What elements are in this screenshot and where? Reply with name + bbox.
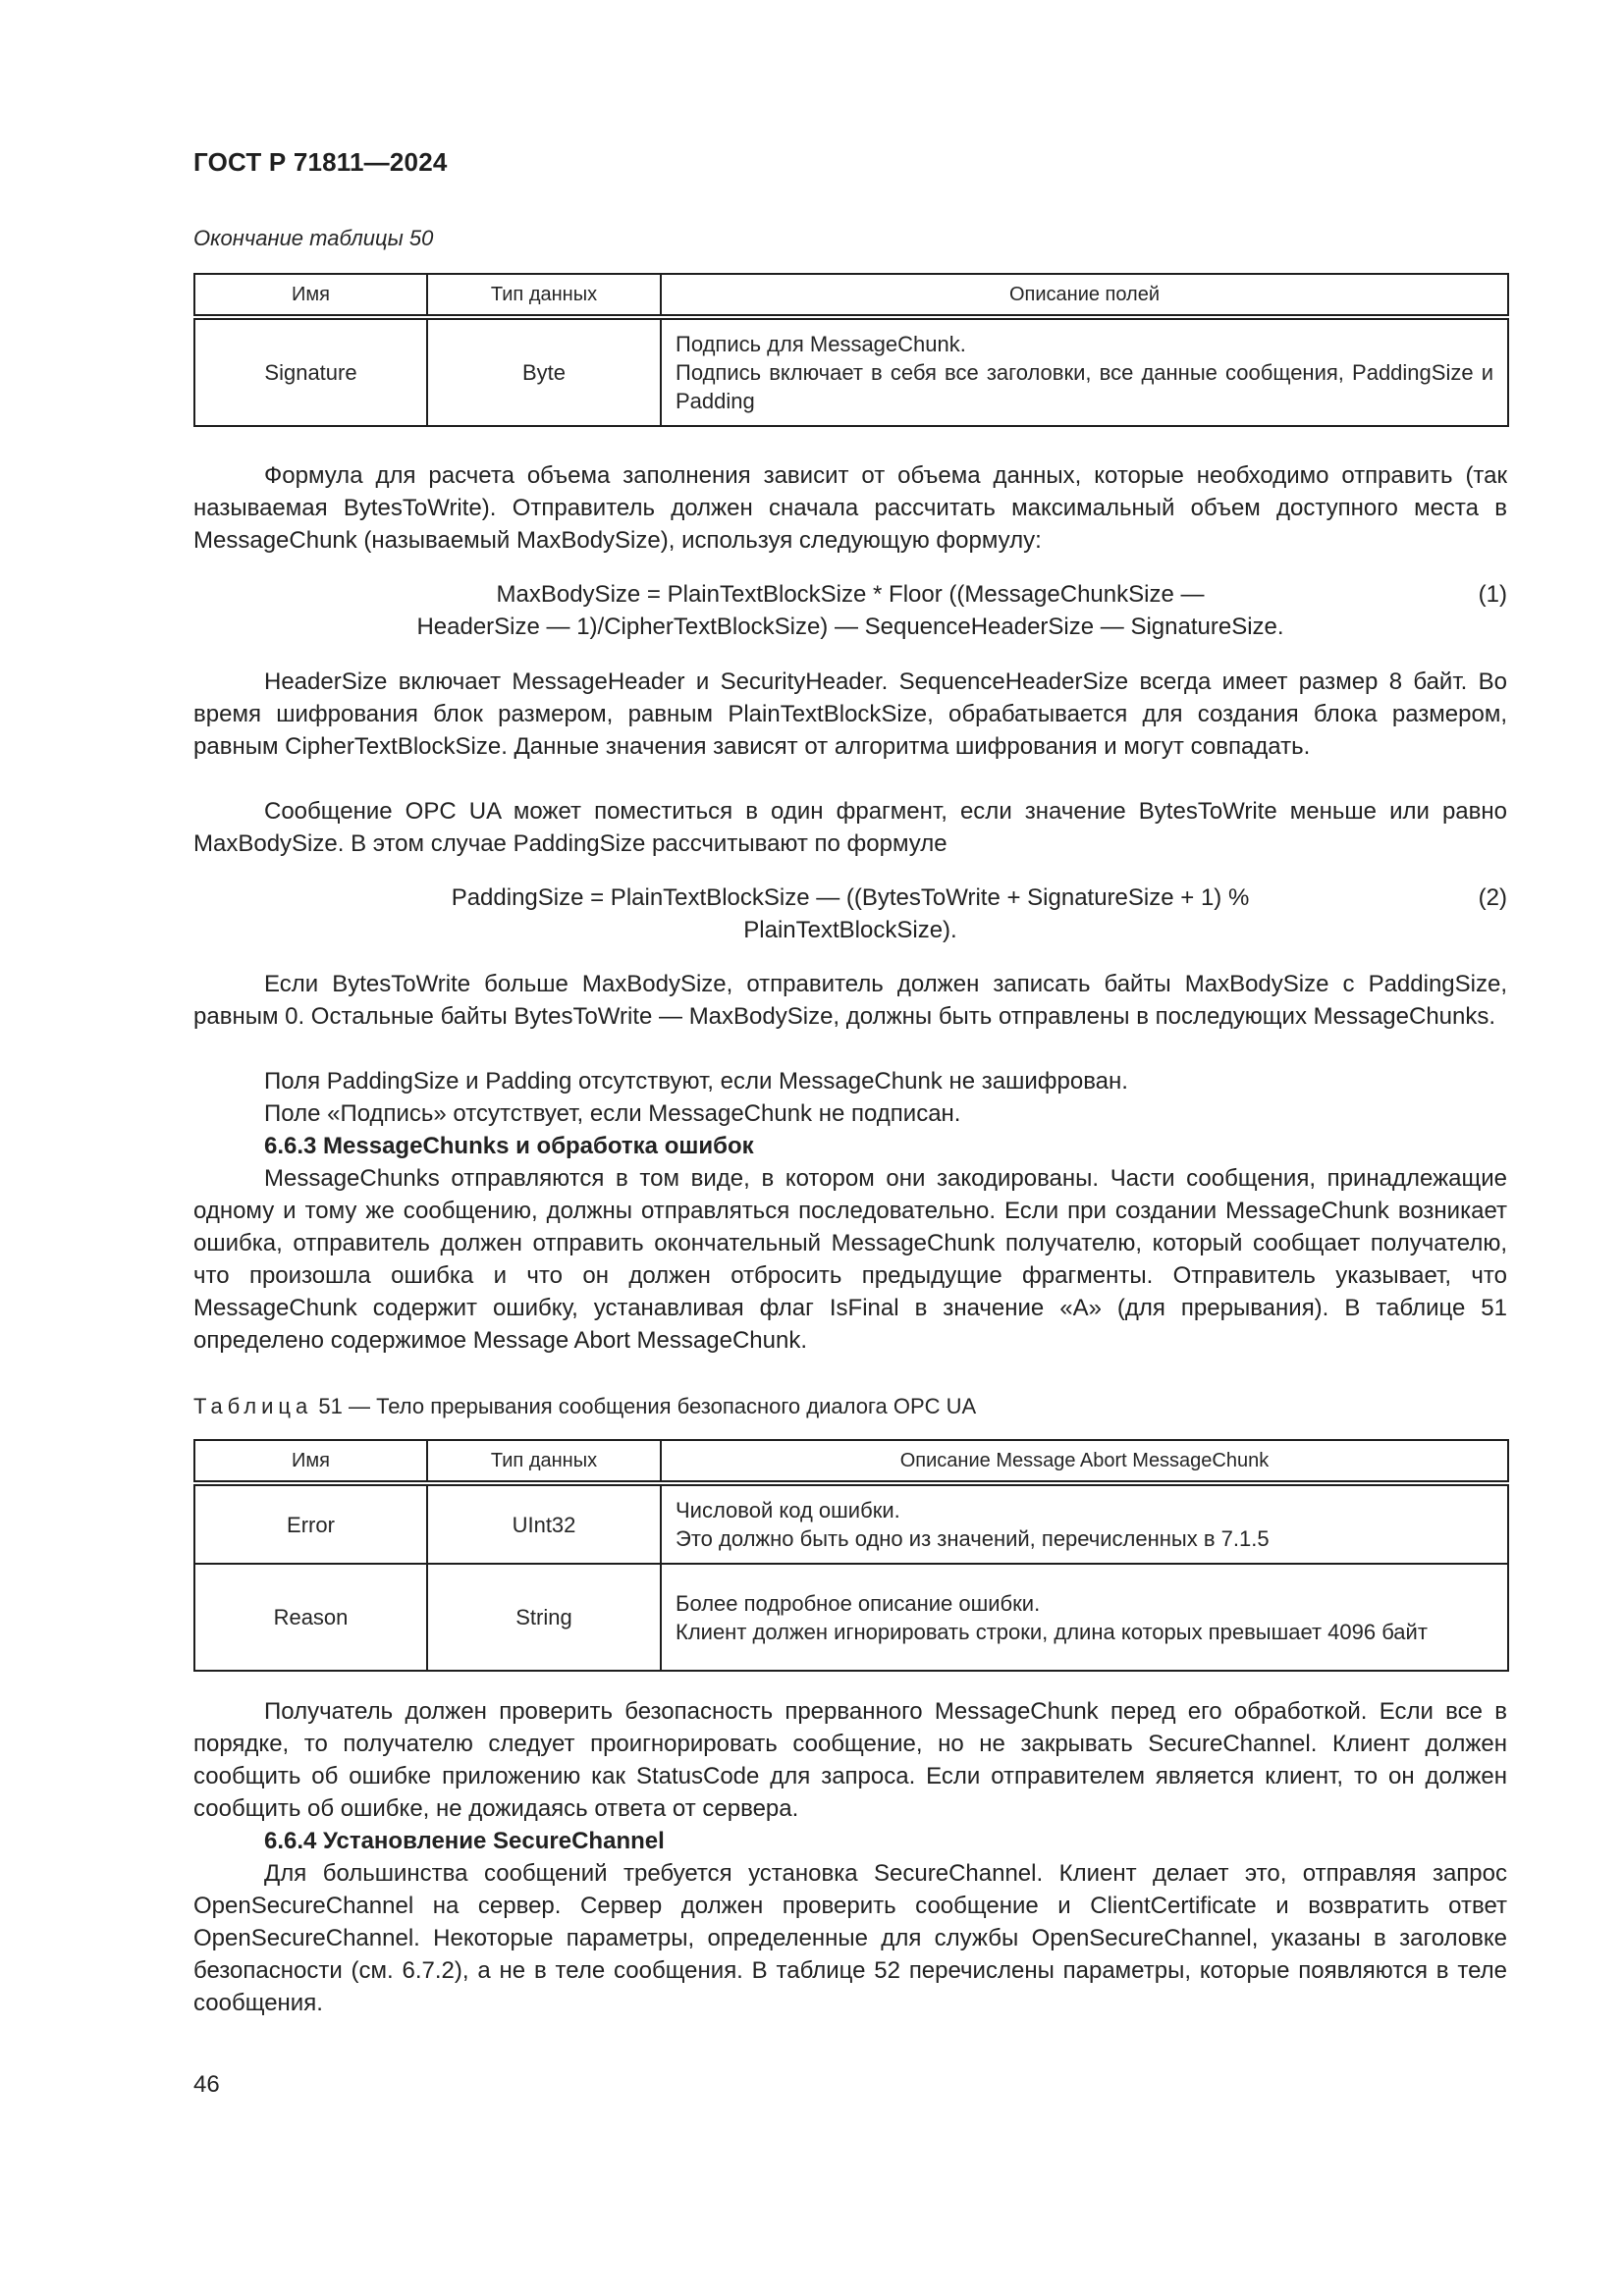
- cell-name: Reason: [194, 1564, 427, 1671]
- description-line: Клиент должен игнорировать строки, длина которых превышает 4096 байт: [676, 1619, 1428, 1644]
- table-row: [194, 1564, 1508, 1671]
- paragraph: Для большинства сообщений требуется установка SecureChannel. Клиент делает это, отправляя запрос OpenSecureChannel на сервер. Сервер должен проверить сообщение и ClientCertificate и возвратить ответ OpenSecureChannel. Некоторые параметры, определенные для службы OpenSecureChannel, указаны в заголовке безопасности (см. 6.7.2), а не в теле сообщения. В таблице 52 перечислены параметры, которые появляются в теле сообщения.: [193, 1860, 1507, 2016]
- formula-number: (2): [1478, 884, 1507, 911]
- paragraph: Поле «Подпись» отсутствует, если MessageChunk не подписан.: [264, 1100, 961, 1127]
- description-line: Подпись для MessageChunk.: [676, 332, 966, 356]
- table-51: [193, 1439, 1509, 1672]
- cell-type: Byte: [427, 317, 661, 426]
- cell-description: [661, 317, 1508, 426]
- page-number: 46: [193, 2071, 220, 2098]
- description-line: Подпись включает в себя все заголовки, все данные сообщения, PaddingSize и Padding: [676, 360, 1493, 413]
- paragraph: Формула для расчета объема заполнения зависит от объема данных, которые необходимо отправить (так называемая BytesToWrite). Отправитель должен сначала рассчитать максимальный объем доступного места в MessageChunk (называемый MaxBodySize), используя следующую формулу:: [193, 462, 1507, 554]
- formula-line: PaddingSize = PlainTextBlockSize — ((BytesToWrite + SignatureSize + 1) %: [451, 884, 1250, 911]
- column-header-type: Тип данных: [427, 1440, 661, 1483]
- formula-number: (1): [1478, 581, 1507, 608]
- cell-description: [661, 1483, 1508, 1564]
- cell-description: [661, 1564, 1508, 1671]
- column-header-description: Описание полей: [661, 274, 1508, 317]
- table-50: [193, 273, 1509, 427]
- table-row: [194, 1483, 1508, 1564]
- table-continuation-label: Окончание таблицы 50: [193, 226, 434, 250]
- column-header-name: Имя: [194, 1440, 427, 1483]
- column-header-type: Тип данных: [427, 274, 661, 317]
- description-line: Числовой код ошибки.: [676, 1498, 900, 1522]
- table-51-caption: [193, 1394, 976, 1419]
- table-row: [194, 317, 1508, 426]
- formula-2: [193, 881, 1507, 946]
- caption-text: 51 — Тело прерывания сообщения безопасного диалога OPC UA: [312, 1394, 977, 1418]
- formula-line: PlainTextBlockSize).: [743, 917, 957, 943]
- formula-1: [193, 578, 1507, 643]
- cell-name: Signature: [194, 317, 427, 426]
- paragraph: MessageChunks отправляются в том виде, в котором они закодированы. Части сообщения, принадлежащие одному и тому же сообщению, должны отправляться последовательно. Если при создании MessageChunk возникает ошибка, отправитель должен отправить окончательный MessageChunk получателю, который сообщает получателю, что произошла ошибка и что он должен отбросить предыдущие фрагменты. Отправитель указывает, что MessageChunk содержит ошибку, устанавливая флаг IsFinal в значение «A» (для прерывания). В таблице 51 определено содержимое Message Abort MessageChunk.: [193, 1165, 1507, 1354]
- paragraph: Поля PaddingSize и Padding отсутствуют, если MessageChunk не зашифрован.: [264, 1068, 1128, 1095]
- paragraph: Получатель должен проверить безопасность прерванного MessageChunk перед его обработкой. Если все в порядке, то получателю следует проигнорировать сообщение, но не закрывать SecureChannel. Клиент должен сообщить об ошибке приложению как StatusCode для запроса. Если отправителем является клиент, то он должен сообщить об ошибке, не дожидаясь ответа от сервера.: [193, 1698, 1507, 1822]
- column-header-description: Описание Message Abort MessageChunk: [661, 1440, 1508, 1483]
- table-header-row: [194, 1440, 1508, 1483]
- description-line: Более подробное описание ошибки.: [676, 1590, 1041, 1616]
- formula-line: MaxBodySize = PlainTextBlockSize * Floor ((MessageChunkSize —: [496, 581, 1205, 608]
- paragraph: Если BytesToWrite больше MaxBodySize, отправитель должен записать байты MaxBodySize с PaddingSize, равным 0. Остальные байты BytesToWrite — MaxBodySize, должны быть отправлены в последующих MessageChunks.: [193, 971, 1507, 1030]
- section-heading-6-6-4: 6.6.4 Установление SecureChannel: [264, 1828, 665, 1854]
- paragraph: HeaderSize включает MessageHeader и SecurityHeader. SequenceHeaderSize всегда имеет размер 8 байт. Во время шифрования блок размером, равным PlainTextBlockSize, обрабатывается для создания блока размером, равным CipherTextBlockSize. Данные значения зависят от алгоритма шифрования и могут совпадать.: [193, 668, 1507, 760]
- formula-line: HeaderSize — 1)/CipherTextBlockSize) — SequenceHeaderSize — SignatureSize.: [416, 614, 1284, 640]
- cell-type: String: [427, 1564, 661, 1671]
- section-heading-6-6-3: 6.6.3 MessageChunks и обработка ошибок: [264, 1133, 754, 1159]
- paragraph: Сообщение OPC UA может поместиться в один фрагмент, если значение BytesToWrite меньше или равно MaxBodySize. В этом случае PaddingSize рассчитывают по формуле: [193, 798, 1507, 857]
- description-line: Это должно быть одно из значений, перечисленных в 7.1.5: [676, 1526, 1270, 1551]
- caption-prefix: Таблица: [193, 1394, 313, 1418]
- cell-name: Error: [194, 1483, 427, 1564]
- cell-type: UInt32: [427, 1483, 661, 1564]
- table-header-row: [194, 274, 1508, 317]
- document-id-header: ГОСТ Р 71811—2024: [193, 147, 448, 177]
- column-header-name: Имя: [194, 274, 427, 317]
